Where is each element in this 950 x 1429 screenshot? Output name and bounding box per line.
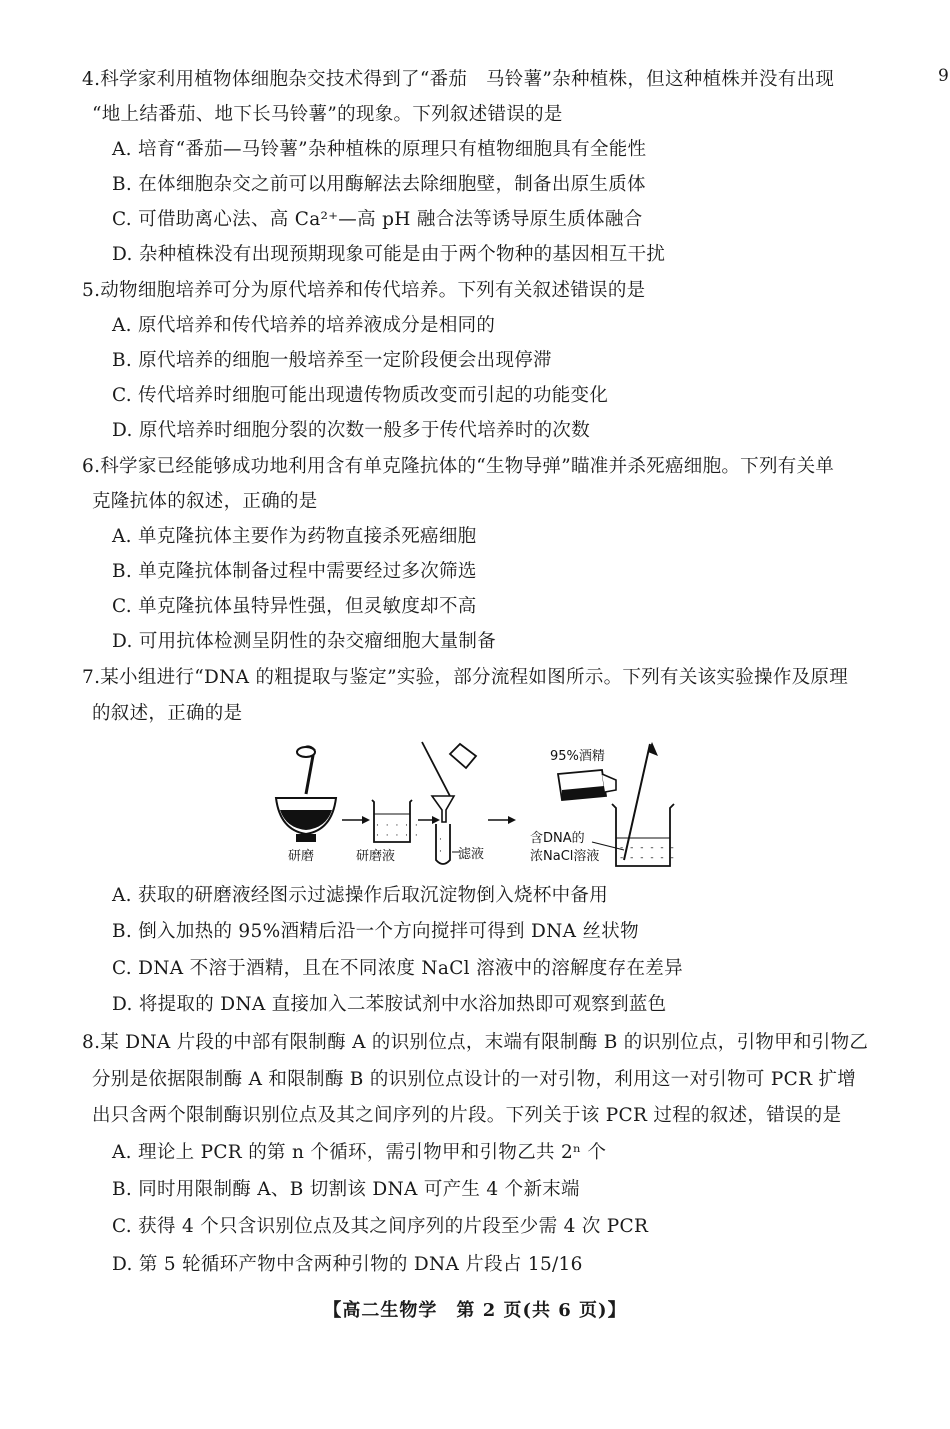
question-8-option-a: A. 理论上 PCR 的第 n 个循环，需引物甲和引物乙共 2ⁿ 个 bbox=[112, 1142, 607, 1163]
edge-mark: 9 bbox=[938, 66, 949, 86]
svg-text:- - - - - -: - - - - - - bbox=[620, 843, 676, 853]
question-5-option-d: D. 原代培养时细胞分裂的次数一般多于传代培养时的次数 bbox=[112, 420, 591, 441]
question-8-line-2: 分别是依据限制酶 A 和限制酶 B 的识别位点设计的一对引物，利用这一对引物可 PCR 扩增 bbox=[92, 1069, 857, 1090]
question-7-option-d: D. 将提取的 DNA 直接加入二苯胺试剂中水浴加热即可观察到蓝色 bbox=[112, 994, 667, 1015]
label-dna-solution-line-2: 浓NaCl溶液 bbox=[530, 849, 600, 864]
question-7-option-a: A. 获取的研磨液经图示过滤操作后取沉淀物倒入烧杯中备用 bbox=[112, 885, 609, 906]
question-8-line-3: 出只含两个限制酶识别位点及其之间序列的片段。下列关于该 PCR 过程的叙述，错误的是 bbox=[92, 1105, 842, 1126]
question-5-line-1: 5.动物细胞培养可分为原代培养和传代培养。下列有关叙述错误的是 bbox=[82, 280, 646, 301]
label-grind-liquid: 研磨液 bbox=[356, 849, 396, 864]
question-7-line-1: 7.某小组进行“DNA 的粗提取与鉴定”实验，部分流程如图所示。下列有关该实验操作及原理 bbox=[82, 667, 849, 688]
beaker-icon bbox=[372, 800, 420, 842]
question-4-option-b: B. 在体细胞杂交之前可以用酶解法去除细胞壁，制备出原生质体 bbox=[112, 174, 646, 195]
question-6-line-2: 克隆抗体的叙述，正确的是 bbox=[92, 491, 318, 512]
mortar-pestle-icon bbox=[276, 747, 336, 842]
arrow-icon bbox=[418, 816, 440, 824]
question-5-option-b: B. 原代培养的细胞一般培养至一定阶段便会出现停滞 bbox=[112, 350, 552, 371]
label-filtrate: 滤液 bbox=[458, 847, 485, 862]
test-tube-icon bbox=[436, 824, 460, 864]
svg-text:· · · · ·: · · · · · bbox=[376, 821, 420, 831]
question-8-option-d: D. 第 5 轮循环产物中含两种引物的 DNA 片段占 15/16 bbox=[112, 1254, 583, 1275]
question-4-line-2: “地上结番茄、地下长马铃薯”的现象。下列叙述错误的是 bbox=[92, 104, 563, 125]
question-7-line-2: 的叙述，正确的是 bbox=[92, 703, 243, 724]
question-6-line-1: 6.科学家已经能够成功地利用含有单克隆抗体的“生物导弹”瞄准并杀死癌细胞。下列有关单 bbox=[82, 456, 835, 477]
question-4-line-1: 4.科学家利用植物体细胞杂交技术得到了“番茄 马铃薯”杂种植株，但这种植株并没有出现 bbox=[82, 69, 835, 90]
svg-text:·: · bbox=[439, 847, 442, 857]
label-dna-solution-line-1: 含DNA的 bbox=[530, 831, 585, 846]
question-5-option-a: A. 原代培养和传代培养的培养液成分是相同的 bbox=[112, 315, 496, 336]
svg-text:·: · bbox=[439, 835, 442, 845]
arrow-icon bbox=[488, 816, 516, 824]
question-7-option-b: B. 倒入加热的 95%酒精后沿一个方向搅拌可得到 DNA 丝状物 bbox=[112, 921, 639, 942]
question-6-option-b: B. 单克隆抗体制备过程中需要经过多次筛选 bbox=[112, 561, 477, 582]
question-4-option-d: D. 杂种植株没有出现预期现象可能是由于两个物种的基因相互干扰 bbox=[112, 244, 666, 265]
label-grind: 研磨 bbox=[288, 849, 315, 864]
question-4-option-c: C. 可借助离心法、高 Ca²⁺—高 pH 融合法等诱导原生质体融合 bbox=[112, 209, 643, 230]
question-8-option-c: C. 获得 4 个只含识别位点及其之间序列的片段至少需 4 次 PCR bbox=[112, 1216, 649, 1237]
question-4-option-a: A. 培育“番茄—马铃薯”杂种植株的原理只有植物细胞具有全能性 bbox=[112, 139, 647, 160]
filter-funnel-icon bbox=[422, 742, 476, 822]
dna-extraction-figure bbox=[262, 738, 682, 873]
page-footer: 【高二生物学 第 2 页(共 6 页)】 bbox=[323, 1300, 627, 1321]
arrow-icon bbox=[342, 816, 370, 824]
question-7-option-c: C. DNA 不溶于酒精，且在不同浓度 NaCl 溶液中的溶解度存在差异 bbox=[112, 958, 683, 979]
alcohol-bottle-icon bbox=[558, 770, 616, 800]
question-6-option-a: A. 单克隆抗体主要作为药物直接杀死癌细胞 bbox=[112, 526, 477, 547]
question-5-option-c: C. 传代培养时细胞可能出现遗传物质改变而引起的功能变化 bbox=[112, 385, 609, 406]
label-alcohol: 95%酒精 bbox=[550, 749, 605, 764]
svg-text:· · · · ·: · · · · · bbox=[376, 831, 420, 841]
svg-text:- - - - - -: - - - - - - bbox=[620, 853, 676, 863]
question-6-option-d: D. 可用抗体检测呈阴性的杂交瘤细胞大量制备 bbox=[112, 631, 497, 652]
question-8-option-b: B. 同时用限制酶 A、B 切割该 DNA 可产生 4 个新末端 bbox=[112, 1179, 580, 1200]
question-6-option-c: C. 单克隆抗体虽特异性强，但灵敏度却不高 bbox=[112, 596, 477, 617]
question-8-line-1: 8.某 DNA 片段的中部有限制酶 A 的识别位点，末端有限制酶 B 的识别位点，引物甲和引物乙 bbox=[82, 1032, 869, 1053]
